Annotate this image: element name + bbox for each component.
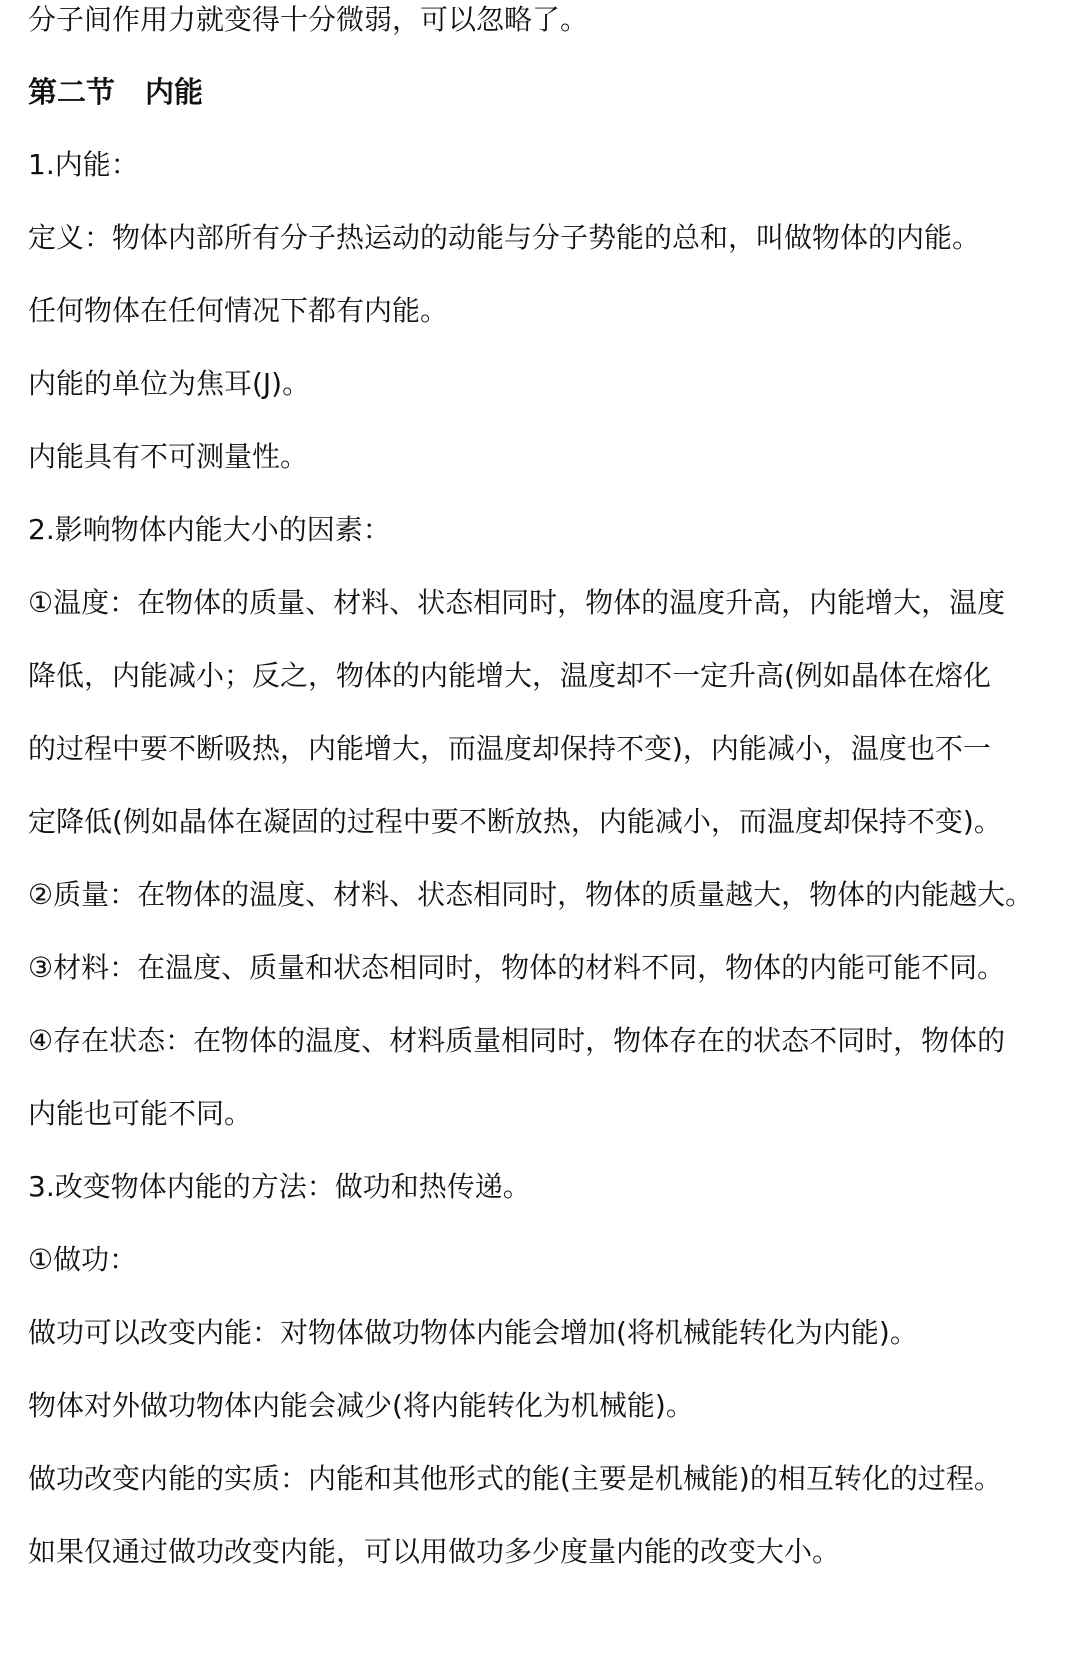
text-line: 2.影响物体内能大小的因素：	[28, 513, 391, 546]
text-line: 内能具有不可测量性。	[28, 440, 309, 473]
text-line: 物体对外做功物体内能会减少(将内能转化为机械能)。	[28, 1389, 694, 1422]
section-number: 第二节	[28, 75, 116, 109]
section-title: 内能	[145, 75, 204, 109]
text-line: ②质量：在物体的温度、材料、状态相同时，物体的质量越大，物体的内能越大。	[28, 878, 1034, 911]
text-line: 1.内能：	[28, 148, 139, 181]
text-line: 3.改变物体内能的方法：做功和热传递。	[28, 1170, 531, 1203]
text-line: 内能的单位为焦耳(J)。	[28, 367, 311, 400]
text-line: ④存在状态：在物体的温度、材料质量相同时，物体存在的状态不同时，物体的	[28, 1024, 1006, 1057]
text-line: ①温度：在物体的质量、材料、状态相同时，物体的温度升高，内能增大，温度	[28, 586, 1006, 619]
text-line: 的过程中要不断吸热，内能增大，而温度却保持不变)，内能减小，温度也不一	[28, 732, 991, 765]
text-line: 如果仅通过做功改变内能，可以用做功多少度量内能的改变大小。	[28, 1535, 841, 1568]
text-line: 降低，内能减小；反之，物体的内能增大，温度却不一定升高(例如晶体在熔化	[28, 659, 991, 692]
text-line: 做功改变内能的实质：内能和其他形式的能(主要是机械能)的相互转化的过程。	[28, 1462, 1002, 1495]
text-line: 任何物体在任何情况下都有内能。	[28, 294, 449, 327]
text-line: 定义：物体内部所有分子热运动的动能与分子势能的总和，叫做物体的内能。	[28, 221, 981, 254]
text-line: 做功可以改变内能：对物体做功物体内能会增加(将机械能转化为内能)。	[28, 1316, 918, 1349]
text-line: ③材料：在温度、质量和状态相同时，物体的材料不同，物体的内能可能不同。	[28, 951, 1006, 984]
text-line: 定降低(例如晶体在凝固的过程中要不断放热，内能减小，而温度却保持不变)。	[28, 805, 1002, 838]
text-line: ①做功：	[28, 1243, 138, 1276]
section-heading	[28, 72, 1058, 112]
text-line: 内能也可能不同。	[28, 1097, 253, 1130]
text-line: 分子间作用力就变得十分微弱，可以忽略了。	[28, 3, 589, 36]
